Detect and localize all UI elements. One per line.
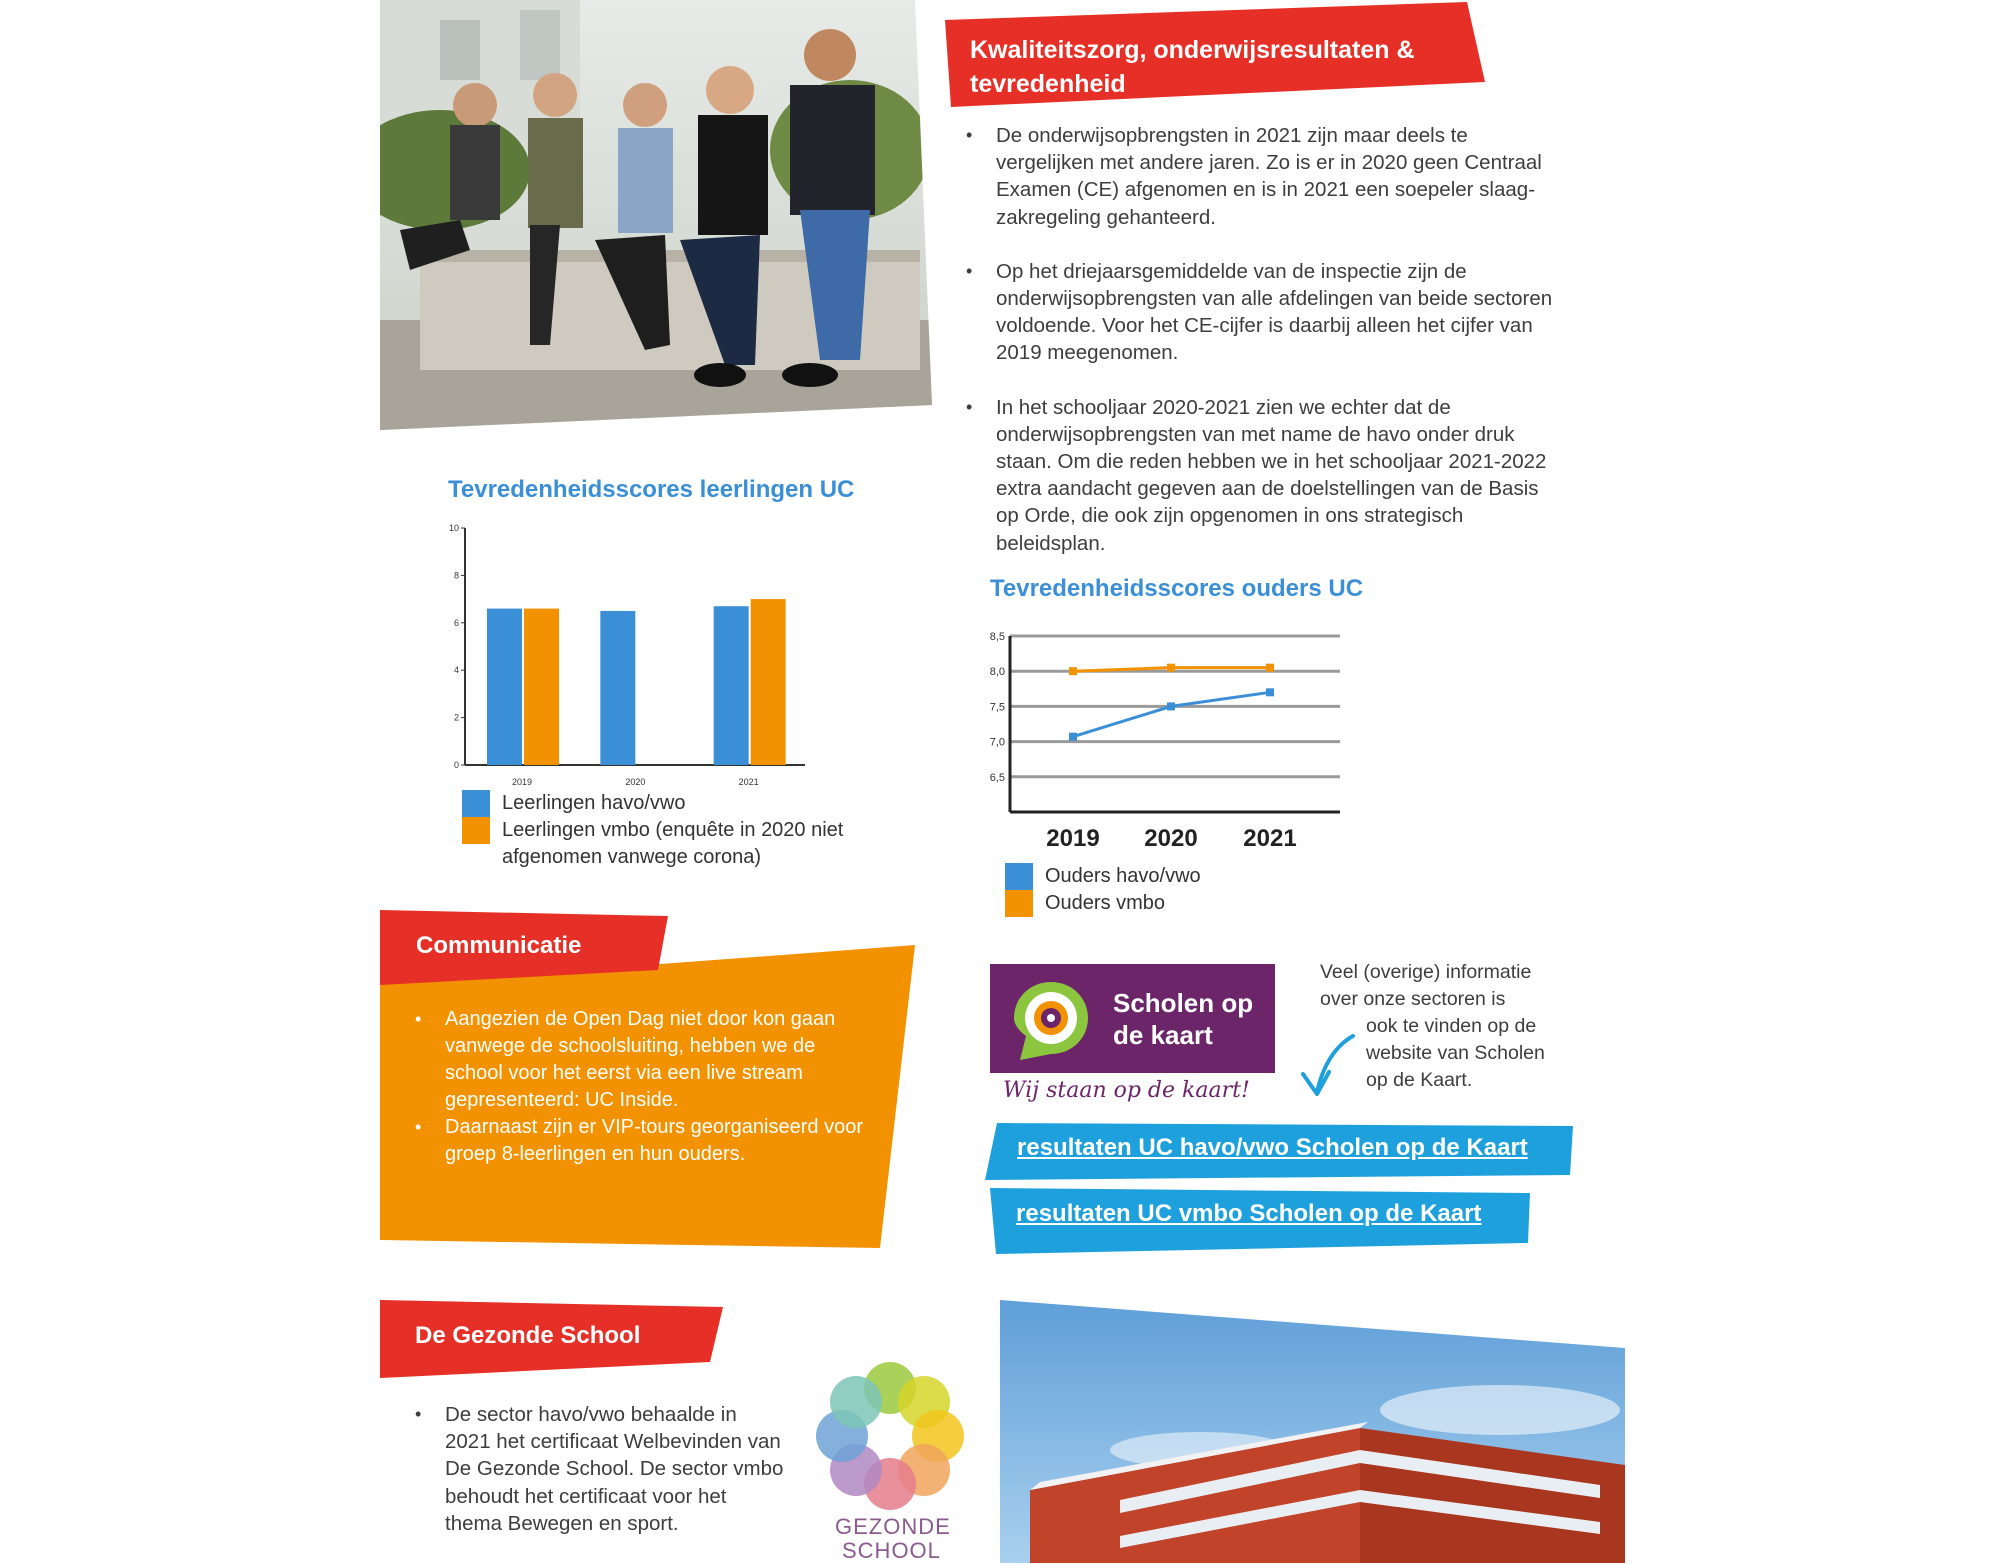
havo-results-link-banner [985,1123,1573,1180]
scholen-logo-line1: Scholen op [1113,988,1254,1018]
gezond-heading: De Gezonde School [415,1322,641,1349]
legend-item-leerlingen-vmbo [462,817,882,871]
x-tick-label: 2020 [625,777,646,787]
map-pin-icon [1006,976,1096,1066]
gezonde-school-logo-line2: SCHOOL [842,1538,941,1563]
legend-swatch-blue [1005,863,1033,890]
y-tick-label: 7,0 [989,736,1005,749]
series-line-havo-vwo [1073,692,1270,736]
legend-swatch-orange [1005,890,1033,917]
bar-havo-vwo-2021 [714,606,749,765]
bar-vmbo-2021 [751,599,786,765]
legend-swatch-orange [462,817,490,844]
quality-heading-banner [945,2,1485,124]
quality-bullet-1: • De onderwijsopbrengsten in 2021 zijn maar deels te vergelijken met andere jaren. Zo is er in 2020 geen Centraal Examen (CE) afgenomen en is in 2021 een soepeler slaag-zakregeling gehanteerd. [966,122,1566,231]
legend-item-leerlingen-havo [462,790,882,817]
quality-bullet-3: • In het schooljaar 2020-2021 zien we echter dat de onderwijsopbrengsten van met name de havo onder druk staan. Om die reden hebben we in het schooljaar 2021-2022 extra aandacht gegeven aan de doelstellingen van de Basis op Orde, die ook zijn opgenomen in ons strategisch beleidsplan. [966,394,1566,557]
y-tick-label: 8 [453,570,459,581]
y-tick-label: 6 [453,617,459,628]
havo-results-link[interactable]: resultaten UC havo/vwo Scholen op de Kaart [1017,1134,1528,1161]
bar-vmbo-2019 [524,609,559,765]
y-tick-label: 7,5 [989,701,1005,714]
data-point-vmbo-2019 [1069,667,1077,675]
scholen-op-de-kaart-logo [990,964,1275,1073]
communicatie-heading-banner [380,910,670,985]
legend-label: Ouders havo/vwo [1045,865,1201,887]
quality-heading-line2: tevredenheid [970,70,1126,98]
quality-heading-line1: Kwaliteitszorg, onderwijsresultaten & [970,36,1415,64]
communicatie-bullet-1: • Aangezien de Open Dag niet door kon gaan vanwege de schoolsluiting, hebben we de school voor het eerst via een live stream gepresenteerd: UC Inside. [415,1006,865,1114]
vmbo-results-link-banner [990,1188,1530,1254]
gezond-heading-banner [380,1300,725,1378]
chart-leerlingen-title: Tevredenheidsscores leerlingen UC [448,476,855,503]
school-building-photo [1000,1300,1625,1563]
bar-havo-vwo-2019 [487,609,522,765]
x-tick-label: 2021 [738,777,759,787]
quality-bullets [966,122,1566,557]
data-point-havo-vwo-2019 [1069,733,1077,741]
y-tick-label: 2 [453,712,459,723]
chart-leerlingen [430,515,830,795]
y-tick-label: 8,0 [989,666,1005,679]
quality-bullet-2: • Op het driejaarsgemiddelde van de inspectie zijn de onderwijsopbrengsten van alle afdelingen van beide sectoren voldoende. Voor het CE-cijfer is daarbij alleen het cijfer van 2019 meegenomen. [966,258,1566,367]
legend-label: Leerlingen havo/vwo [502,792,686,814]
data-point-havo-vwo-2020 [1167,702,1175,710]
scholen-tagline: Wij staan op de kaart! [1003,1078,1250,1103]
scholen-info-line: over onze sectoren is [1320,988,1506,1010]
gezonde-school-logo-line1: GEZONDE [835,1514,951,1539]
gezond-bullet-1: • De sector havo/vwo behaalde in 2021 het certificaat Welbevinden van De Gezonde School. De sector vmbo behoudt het certificaat voor het thema Bewegen en sport. [415,1401,785,1537]
scholen-info-line: Veel (overige) informatie [1320,961,1532,983]
legend-swatch-blue [462,790,490,817]
vmbo-results-link[interactable]: resultaten UC vmbo Scholen op de Kaart [1016,1200,1482,1227]
scholen-info-text [1320,959,1545,1094]
y-tick-label: 8,5 [989,631,1005,643]
data-point-vmbo-2020 [1167,664,1175,672]
x-tick-label: 2019 [1046,825,1100,852]
scholen-logo-line2: de kaart [1113,1020,1213,1050]
y-tick-label: 6,5 [989,771,1005,784]
y-tick-label: 4 [453,665,459,676]
chart-ouders-title: Tevredenheidsscores ouders UC [990,575,1364,602]
y-tick-label: 0 [453,760,459,770]
legend-item-ouders-vmbo [1005,890,1201,917]
bar-havo-vwo-2020 [600,611,635,765]
scholen-info-line: ook te vinden op de [1366,1015,1537,1037]
scholen-info-line: website van Scholen [1366,1042,1545,1064]
data-point-havo-vwo-2021 [1266,688,1274,696]
legend-item-ouders-havo [1005,863,1201,890]
data-point-vmbo-2021 [1266,664,1274,672]
x-tick-label: 2019 [511,777,533,787]
legend-label: Ouders vmbo [1045,892,1166,914]
gezond-bullets [415,1401,785,1537]
scholen-info-line: op de Kaart. [1366,1069,1473,1091]
y-tick-label: 10 [448,523,459,533]
communicatie-heading: Communicatie [416,932,582,959]
chart-ouders [965,620,1345,860]
chart-leerlingen-legend [462,790,882,871]
chart-ouders-legend [1005,863,1201,917]
communicatie-bullets [415,1006,865,1168]
legend-label: Leerlingen vmbo (enquête in 2020 niet afgenomen vanwege corona) [502,819,844,868]
students-photo [380,0,935,432]
communicatie-bullet-2: • Daarnaast zijn er VIP-tours georganiseerd voor groep 8-leerlingen en hun ouders. [415,1114,865,1168]
x-tick-label: 2021 [1243,825,1297,852]
x-tick-label: 2020 [1144,825,1198,852]
